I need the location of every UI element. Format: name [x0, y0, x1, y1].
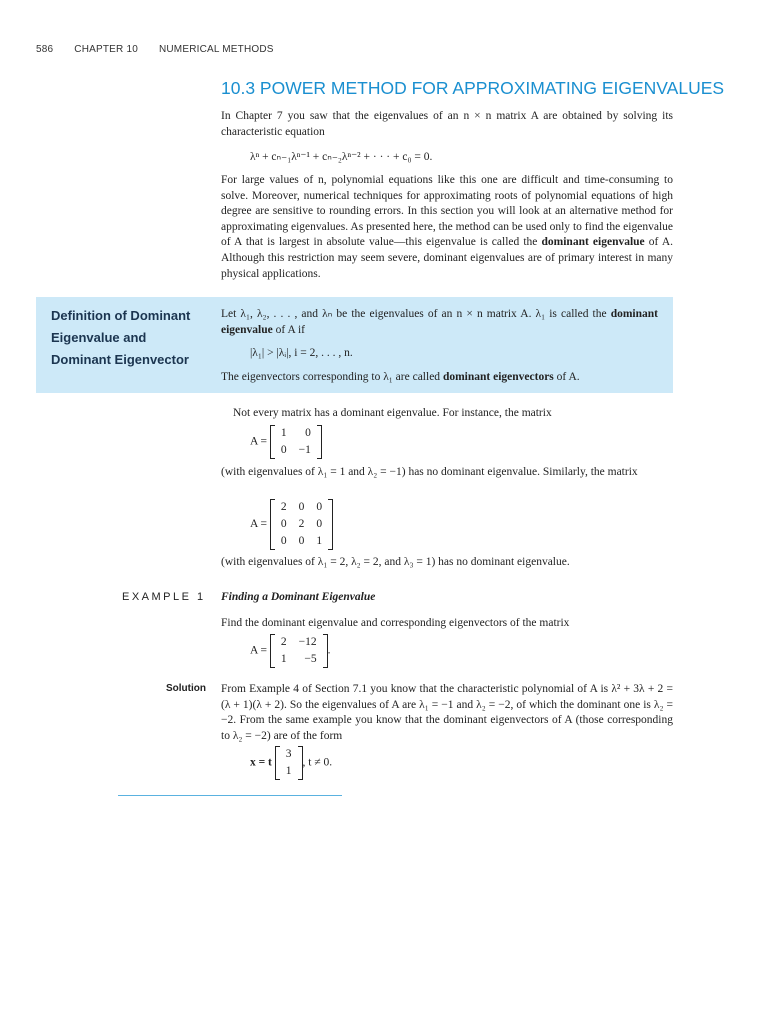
- definition-line-1-end: of A if: [272, 323, 306, 336]
- chapter-title: NUMERICAL METHODS: [158, 44, 274, 55]
- matrix-1-row: [275, 442, 317, 459]
- dominant-eigenvalue-term: dominant eigenvalue: [541, 236, 645, 249]
- characteristic-equation: λⁿ + cₙ₋₁λⁿ⁻¹ + cₙ₋₂λⁿ⁻² + · · · + c₀ = 0.: [250, 151, 433, 163]
- intro-text: For large values of n, polynomial equations like this one are difficult and time-consuming to solve. Moreover, numerical techniques for approximating roots of polynomial equations of high degree are sensitive to rounding errors. In this section you will look at an alternative method for approximating eigenvalues. As presented here, the method can be used only to find the eigenvalue of A that is largest in absolute value—this eigenvalue is called the: [221, 174, 673, 249]
- intro-paragraph-1: In Chapter 7 you saw that the eigenvalues of an n × n matrix A are obtained by solving its characteristic equation: [221, 110, 673, 138]
- definition-statement: [221, 307, 658, 338]
- matrix-2-block: [250, 499, 333, 550]
- example-matrix-row: [275, 634, 323, 651]
- example-label: EXAMPLE 1: [122, 591, 206, 603]
- matrix-2-cell: 0: [298, 535, 305, 547]
- matrix-2-label: A =: [250, 518, 268, 531]
- running-head: [36, 44, 292, 55]
- matrix-2-cell: 2: [298, 518, 305, 530]
- matrix-2-row: [275, 533, 328, 550]
- example-matrix-label: A =: [250, 644, 268, 657]
- dominant-eigenvectors-term: dominant eigenvectors: [442, 371, 554, 383]
- matrix-1: [270, 425, 322, 459]
- matrix-2-cell: 2: [280, 501, 287, 513]
- section-title: 10.3 POWER METHOD FOR APPROXIMATING EIGENVALUES: [221, 78, 725, 98]
- matrix-1-cell: −1: [298, 444, 311, 456]
- definition-eigenvectors: [221, 370, 658, 386]
- definition-title: Definition of Dominant Eigenvalue and Dominant Eigenvector: [51, 308, 191, 367]
- matrix-1-cell: 1: [280, 427, 287, 439]
- matrix-1-label: A =: [250, 435, 268, 448]
- matrix-1-cell: 0: [280, 444, 287, 456]
- definition-line-2-end: of A.: [553, 371, 580, 383]
- definition-line-2: The eigenvectors corresponding to λ₁ are called: [221, 371, 443, 383]
- example-matrix-suffix: .: [327, 644, 331, 657]
- matrix-2: [270, 499, 333, 550]
- matrix-1-block: [250, 425, 322, 459]
- intro-text-end: of A. Although this restriction may seem severe, dominant eigenvalues are of primary interest in many physical applications.: [221, 236, 674, 280]
- example-matrix: [270, 634, 328, 668]
- eigenvector-row: [280, 746, 298, 763]
- dominance-condition: |λ₁| > |λᵢ|, i = 2, . . . , n.: [250, 347, 353, 359]
- chapter-label: CHAPTER 10: [74, 44, 138, 55]
- example-matrix-cell: 2: [280, 636, 287, 648]
- example-title: Finding a Dominant Eigenvalue: [221, 591, 376, 603]
- nondominant-text-1: (with eigenvalues of λ₁ = 1 and λ₂ = −1) has no dominant eigenvalue. Similarly, the matrix: [221, 466, 638, 478]
- intro-paragraph-2: [221, 173, 673, 282]
- matrix-1-row: [275, 425, 317, 442]
- eigenvector-cell: 3: [285, 748, 292, 760]
- matrix-2-row: [275, 499, 328, 516]
- eigenvector-row: [280, 763, 298, 780]
- eigenvector-matrix: [275, 746, 303, 780]
- eigenvector-label: x = t: [250, 756, 272, 769]
- matrix-2-cell: 1: [316, 535, 323, 547]
- eigenvector-suffix: , t ≠ 0.: [302, 756, 333, 769]
- nondominant-text-2: (with eigenvalues of λ₁ = 2, λ₂ = 2, and λ₃ = 1) has no dominant eigenvalue.: [221, 556, 570, 568]
- example-matrix-block: [250, 634, 331, 668]
- page-number: 586: [36, 44, 54, 55]
- matrix-2-cell: 0: [280, 535, 287, 547]
- eigenvector-block: [250, 746, 332, 780]
- solution-text: From Example 4 of Section 7.1 you know that the characteristic polynomial of A is λ² + 3λ + 2 = (λ + 1)(λ + 2). So the eigenvalues of A are λ₁ = −1 and λ₂ = −2, of which the dominant one is λ₂ = −2. From the same example you know that the dominant eigenvectors of A (those corresponding to λ₂ = −2) are of the form: [221, 683, 673, 742]
- example-matrix-cell: −12: [298, 636, 317, 648]
- example-matrix-cell: −5: [304, 653, 317, 665]
- example-prompt: Find the dominant eigenvalue and corresponding eigenvectors of the matrix: [221, 617, 570, 629]
- matrix-2-cell: 0: [280, 518, 287, 530]
- matrix-2-row: [275, 516, 328, 533]
- solution-label: Solution: [166, 683, 206, 694]
- section-rule: [118, 795, 342, 796]
- nondominant-intro: Not every matrix has a dominant eigenvalue. For instance, the matrix: [233, 407, 552, 419]
- matrix-2-cell: 0: [298, 501, 305, 513]
- example-matrix-row: [275, 651, 323, 668]
- definition-line-1: Let λ₁, λ₂, . . . , and λₙ be the eigenvalues of an n × n matrix A. λ₁ is called the: [221, 308, 611, 320]
- matrix-2-cell: 0: [316, 518, 323, 530]
- eigenvector-cell: 1: [285, 765, 292, 777]
- definition-term: dominant eigenvalue: [221, 308, 658, 336]
- example-matrix-cell: 1: [280, 653, 287, 665]
- matrix-2-cell: 0: [316, 501, 323, 513]
- matrix-1-cell: 0: [305, 427, 311, 439]
